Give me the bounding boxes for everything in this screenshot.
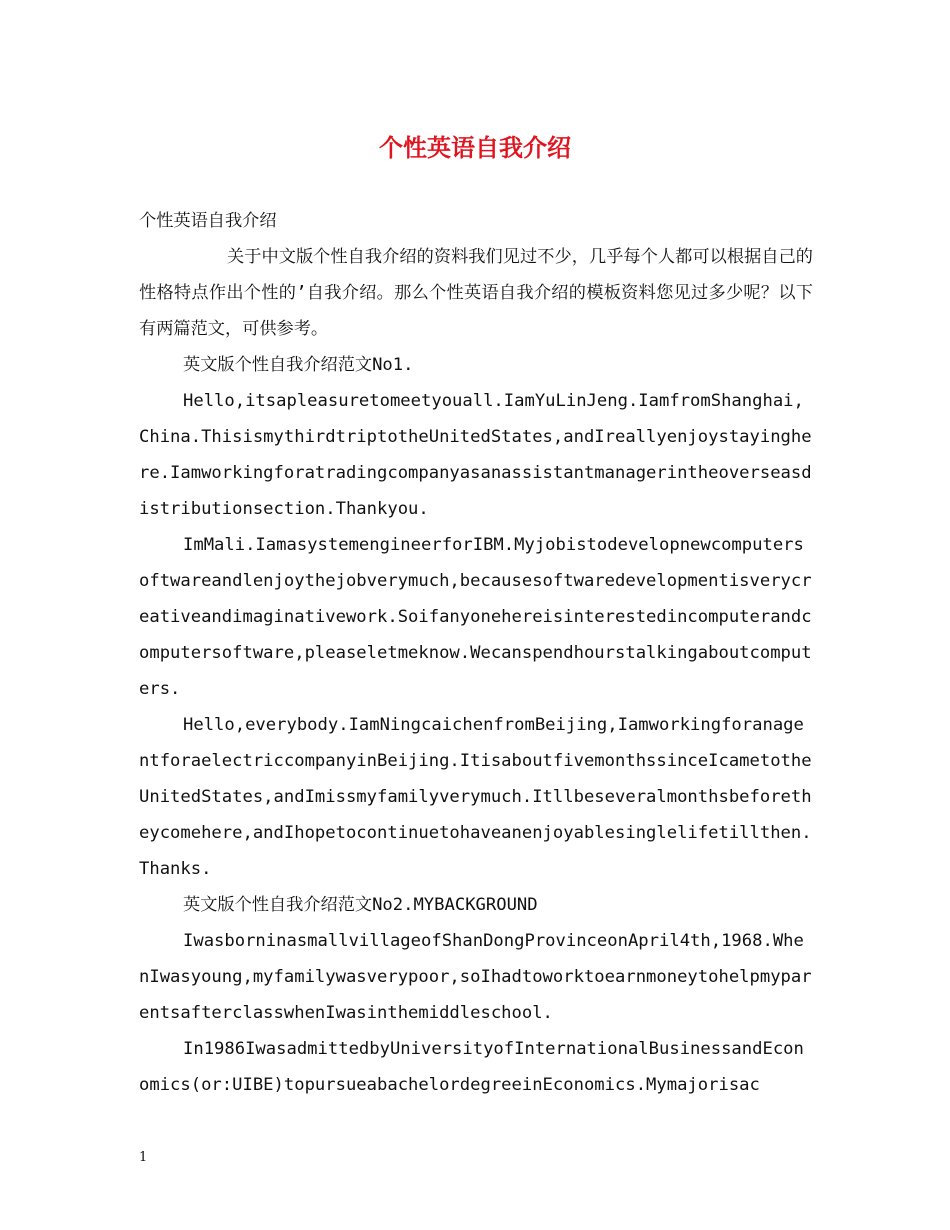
page-number: 1 — [139, 1150, 148, 1165]
document-body — [139, 203, 813, 1103]
body-paragraph: Hello,itsapleasuretomeetyouall.IamYuLinJeng.IamfromShanghai,China.ThisismythirdtriptotheUnitedStates,andIreallyenjoystayinghere.Iamworkingforatradingcompanyasanassistantmanagerintheoverseasdistributionsection.Thankyou. — [139, 391, 812, 519]
intro-paragraph: 关于中文版个性自我介绍的资料我们见过不少，几乎每个人都可以根据自己的性格特点作出个性的’自我介绍。那么个性英语自我介绍的模板资料您见过多少呢？以下有两篇范文，可供参考。 — [139, 247, 813, 339]
body-paragraph: IwasborninasmallvillageofShanDongProvinceonApril4th,1968.WhenIwasyoung,myfamilywasverypoor,soIhadtoworktoearnmoneytohelpmyparentsafterclasswhenIwasinthemiddleschool. — [139, 931, 812, 1023]
document-title: 个性英语自我介绍 — [379, 133, 571, 162]
sample-heading-no2: 英文版个性自我介绍范文No2.MYBACKGROUND — [183, 895, 538, 915]
section-heading: 个性英语自我介绍 — [139, 211, 277, 231]
body-paragraph: Hello,everybody.IamNingcaichenfromBeijing,IamworkingforanagentforaelectriccompanyinBeijing.ItisaboutfivemonthssinceIcametotheUnitedStates,andImissmyfamilyverymuch.Itllbeseveralmonthsbeforetheycomehere,andIhopetocontinuetohaveanenjoyablesinglelifetillthen.Thanks. — [139, 715, 812, 879]
sample-heading-no1: 英文版个性自我介绍范文No1. — [183, 355, 414, 375]
body-paragraph: In1986IwasadmittedbyUniversityofInternationalBusinessandEconomics(or:UIBE)topursueabachelordegreeinEconomics.Mymajorisac — [139, 1039, 804, 1095]
body-paragraph: ImMali.IamasystemengineerforIBM.Myjobistodevelopnewcomputersoftwareandlenjoythejobverymuch,becausesoftwaredevelopmentisverycreativeandimaginativework.Soifanyonehereisinterestedincomputerandcomputersoftware,pleaseletmeknow.Wecanspendhourstalkingaboutcomputers. — [139, 535, 812, 699]
